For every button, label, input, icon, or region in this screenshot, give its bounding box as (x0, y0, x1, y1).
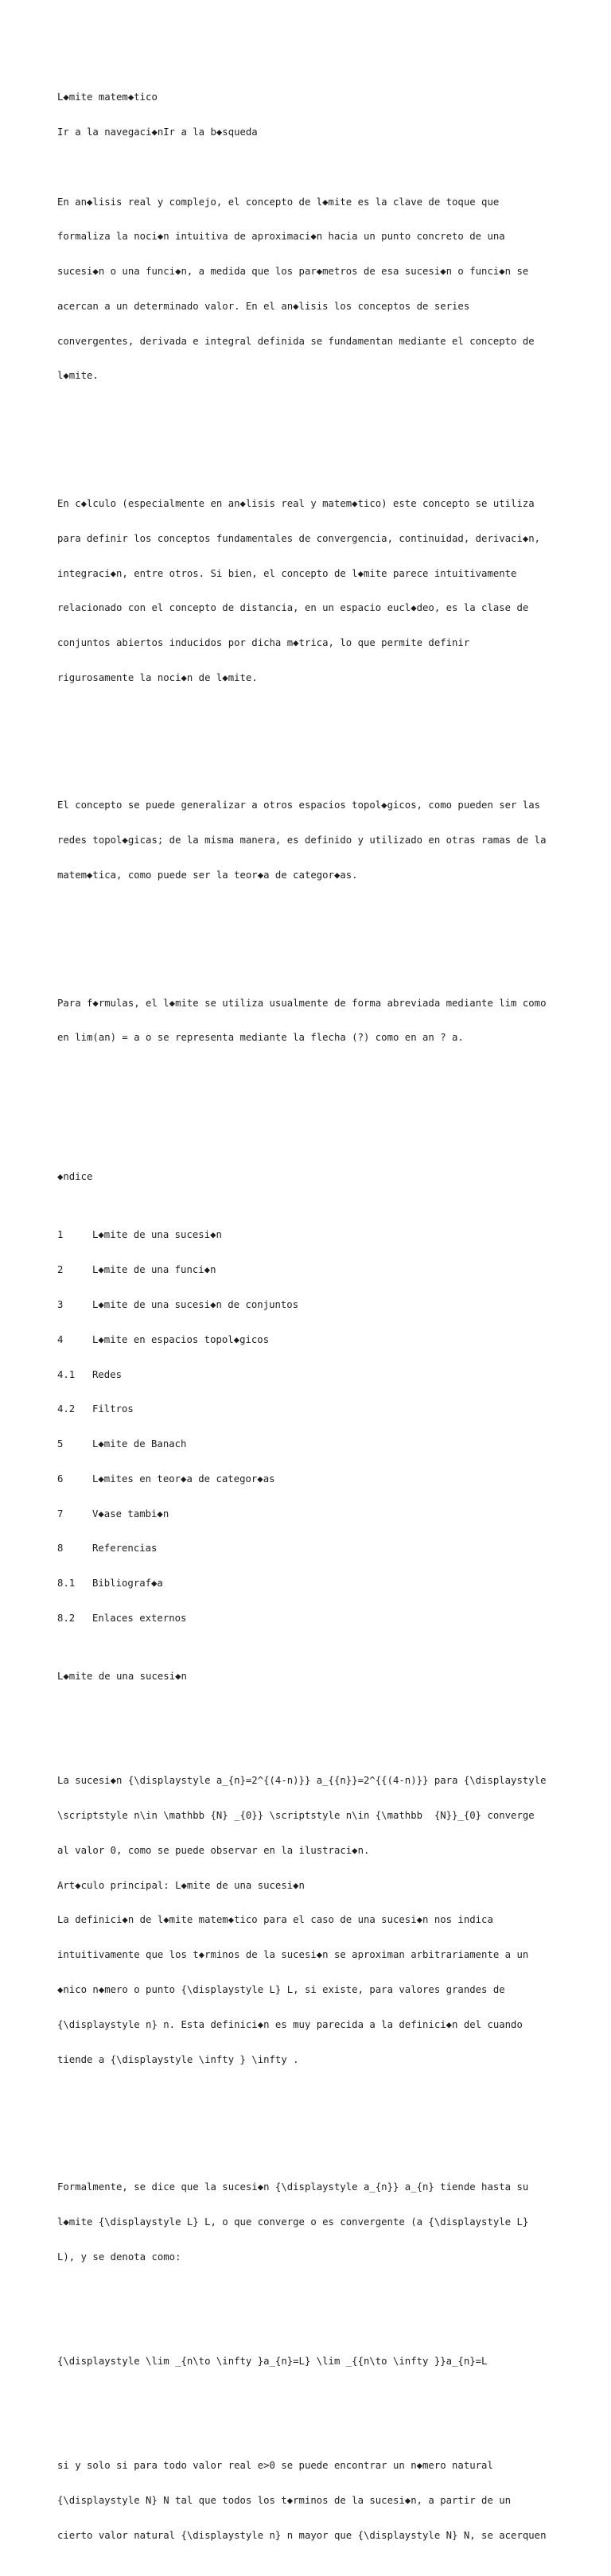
toc-item[interactable] (57, 1369, 582, 1381)
toc-label[interactable]: Filtros (92, 1403, 134, 1415)
toc-item[interactable] (57, 1299, 582, 1311)
text-line: Formalmente, se dice que la sucesi◆n {\displaystyle a_{n}} a_{n} tiende hasta su (57, 2181, 529, 2193)
table-of-contents (57, 1206, 582, 1648)
text-line: cierto valor natural {\displaystyle n} n mayor que {\displaystyle N} N, se acerquen (57, 2529, 547, 2541)
text-line: al valor 0, como se puede observar en la ilustraci◆n. (57, 1844, 370, 1856)
toc-label[interactable]: L◆mite de una sucesi◆n de conjuntos (92, 1298, 299, 1310)
toc-item[interactable] (57, 1578, 582, 1590)
toc-item[interactable] (57, 1473, 582, 1485)
text-line: La definici◆n de l◆mite matem◆tico para el caso de una sucesi◆n nos indica (57, 1914, 493, 1926)
toc-label[interactable]: L◆mites en teor◆a de categor◆as (92, 1473, 275, 1485)
toc-label[interactable]: Enlaces externos (92, 1612, 187, 1624)
toc-number: 8.2 (57, 1612, 76, 1624)
toc-number: 4 (57, 1333, 64, 1345)
text-line: \scriptstyle n\in \mathbb {N} _{0}} \scriptstyle n\in {\mathbb {N}}_{0} converge (57, 1810, 535, 1822)
text-line: ◆nico n◆mero o punto {\displaystyle L} L, si existe, para valores grandes de (57, 1983, 505, 1995)
text-line: {\displaystyle N} N tal que todos los t◆rminos de la sucesi◆n, a partir de un (57, 2495, 512, 2507)
spacer (57, 2391, 582, 2403)
text-line: En c◆lculo (especialmente en an◆lisis real y matem◆tico) este concepto se utiliza (57, 497, 535, 509)
toc-label[interactable]: L◆mite en espacios topol◆gicos (92, 1333, 270, 1345)
text-line: si y solo si para todo valor real e>0 se puede encontrar un n◆mero natural (57, 2460, 493, 2472)
formulas-paragraph (57, 974, 582, 1067)
text-line: sucesi◆n o una funci◆n, a medida que los par◆metros de esa sucesi◆n o funci◆n se (57, 266, 529, 278)
formal-definition-paragraph (57, 2158, 582, 2286)
toc-number: 4.2 (57, 1403, 76, 1415)
toc-item[interactable] (57, 1229, 582, 1241)
toc-label[interactable]: L◆mite de Banach (92, 1438, 187, 1450)
text-line: relacionado con el concepto de distancia, en un espacio eucl◆deo, es la clase de (57, 602, 529, 614)
toc-label[interactable]: L◆mite de una sucesi◆n (92, 1229, 222, 1241)
text-line: conjuntos abiertos inducidos por dicha m◆trica, lo que permite definir (57, 637, 470, 649)
toc-number: 3 (57, 1298, 64, 1310)
toc-label[interactable]: L◆mite de una funci◆n (92, 1264, 216, 1276)
main-article-link[interactable]: Art◆culo principal: L◆mite de una sucesi◆n (57, 1879, 305, 1891)
toc-item[interactable] (57, 1403, 582, 1415)
toc-number: 8.1 (57, 1578, 76, 1590)
spacer (57, 2309, 582, 2321)
text-line: integraci◆n, entre otros. Si bien, el concepto de l◆mite parece intuitivamente (57, 567, 517, 579)
spacer (57, 1125, 582, 1137)
intro-paragraph (57, 173, 582, 405)
text-line: intuitivamente que los t◆rminos de la sucesi◆n se aproximan arbitrariamente a un (57, 1949, 529, 1961)
spacer (57, 2112, 582, 2124)
text-line: {\displaystyle n} n. Esta definici◆n es muy parecida a la definici◆n del cuando (57, 2018, 523, 2030)
toc-item[interactable] (57, 1543, 582, 1555)
spacer (57, 730, 582, 742)
navigation-links[interactable]: Ir a la navegaci◆nIr a la b◆squeda (57, 126, 258, 138)
spacer (57, 1706, 582, 1718)
toc-label[interactable]: Referencias (92, 1543, 158, 1555)
document-page (57, 68, 582, 2576)
text-line: El concepto se puede generalizar a otros espacios topol◆gicos, como pueden ser las (57, 800, 541, 811)
sequence-limit-paragraph (57, 1752, 582, 2088)
text-line: rigurosamente la noci◆n de l◆mite. (57, 671, 258, 683)
toc-number: 4.1 (57, 1368, 76, 1380)
text-line: l◆mite {\displaystyle L} L, o que converge o es convergente (a {\displaystyle L} (57, 2216, 529, 2228)
text-line: tiende a {\displaystyle \infty } \infty . (57, 2053, 299, 2065)
toc-number: 5 (57, 1438, 64, 1450)
text-line: En an◆lisis real y complejo, el concepto de l◆mite es la clave de toque que (57, 196, 500, 208)
toc-item[interactable] (57, 1264, 582, 1276)
toc-item[interactable] (57, 1334, 582, 1346)
text-line: matem◆tica, como puede ser la teor◆a de categor◆as. (57, 869, 358, 881)
text-line: convergentes, derivada e integral definida se fundamentan mediante el concepto de (57, 335, 535, 347)
calculus-paragraph (57, 475, 582, 707)
toc-number: 8 (57, 1543, 64, 1555)
text-line: acercan a un determinado valor. En el an◆lisis los conceptos de series (57, 300, 470, 312)
text-line: para definir los conceptos fundamentales de convergencia, continuidad, derivaci◆n, (57, 532, 541, 544)
toc-number: 7 (57, 1508, 64, 1520)
toc-item[interactable] (57, 1508, 582, 1520)
toc-label[interactable]: Bibliograf◆a (92, 1578, 163, 1590)
section-heading: L◆mite de una sucesi◆n (57, 1670, 187, 1682)
spacer (57, 928, 582, 940)
text-line: La sucesi◆n {\displaystyle a_{n}=2^{(4-n)}} a_{{n}}=2^{{(4-n)}} para {\displaystyle (57, 1775, 547, 1787)
spacer (57, 1090, 582, 1102)
toc-number: 1 (57, 1229, 64, 1241)
text-line: en lim(an) = a o se representa mediante la flecha (?) como en an ? a. (57, 1032, 464, 1044)
toc-label[interactable]: V◆ase tambi◆n (92, 1508, 169, 1520)
toc-label[interactable]: Redes (92, 1368, 123, 1380)
index-title: ◆ndice (57, 1171, 93, 1183)
toc-item[interactable] (57, 1438, 582, 1450)
spacer (57, 428, 582, 440)
toc-number: 6 (57, 1473, 64, 1485)
epsilon-paragraph (57, 2437, 582, 2565)
generalization-paragraph (57, 776, 582, 905)
toc-number: 2 (57, 1264, 64, 1276)
text-line: redes topol◆gicas; de la misma manera, es definido y utilizado en otras ramas de la (57, 835, 547, 846)
toc-item[interactable] (57, 1613, 582, 1625)
text-line: l◆mite. (57, 370, 99, 382)
text-line: Para f◆rmulas, el l◆mite se utiliza usualmente de forma abreviada mediante lim como (57, 997, 547, 1009)
limit-formula: {\displaystyle \lim _{n\to \infty }a_{n}=L} \lim _{{n\to \infty }}a_{n}=L (57, 2355, 488, 2367)
document-title: L◆mite matem◆tico (57, 91, 158, 103)
text-line: formaliza la noci◆n intuitiva de aproximaci◆n hacia un punto concreto de una (57, 231, 505, 243)
text-line: L), y se denota como: (57, 2251, 181, 2263)
